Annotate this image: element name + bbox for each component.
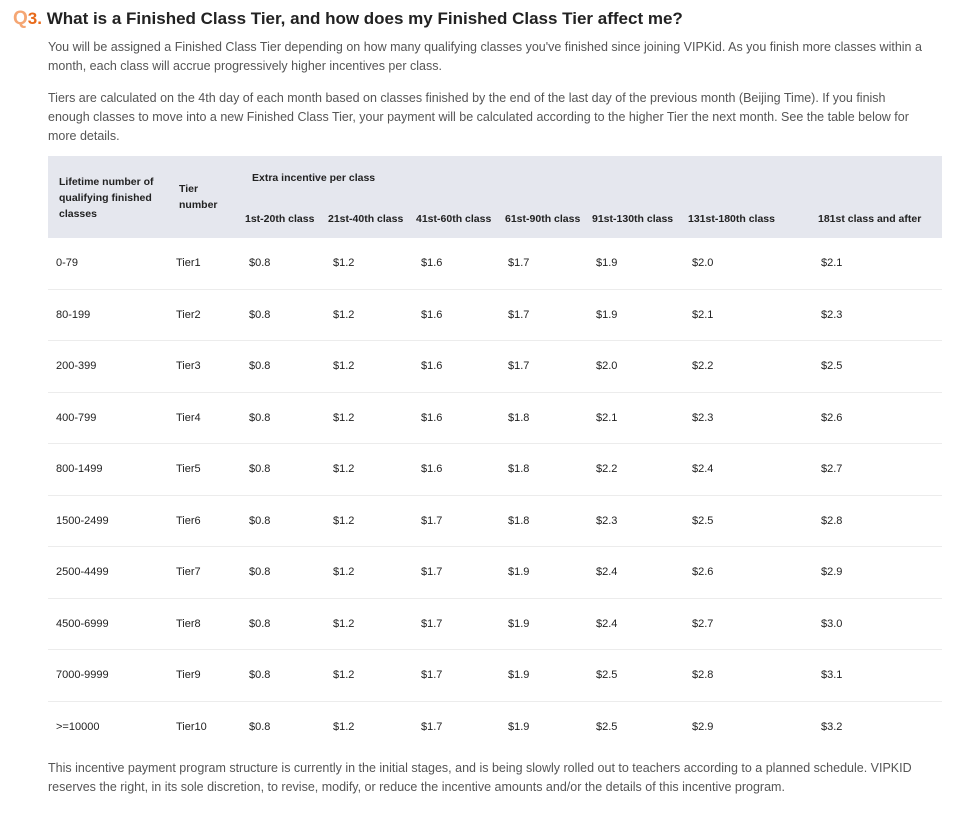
calculation-paragraph: Tiers are calculated on the 4th day of each month based on classes finished by the end of the last day of the previous month (Beijing Time). If you finish enough classes to move into a new Finished Class Tier, your payment will be calculated according to the higher Tier the next month. See the table below for more details. — [48, 91, 909, 143]
table-row — [48, 444, 942, 496]
incentive-value-cell: $1.7 — [421, 514, 443, 527]
incentive-value-cell: $2.4 — [596, 566, 618, 578]
incentive-value-cell: $1.9 — [508, 669, 530, 681]
tier-cell: Tier7 — [176, 566, 201, 578]
incentive-value-cell: $2.7 — [821, 463, 843, 475]
incentive-value-cell: $1.7 — [508, 257, 530, 269]
incentive-value-cell: $1.9 — [508, 617, 530, 630]
lifetime-range-cell: 800-1499 — [56, 463, 103, 475]
incentive-value-cell: $0.8 — [249, 411, 271, 424]
table-body — [48, 238, 942, 752]
incentive-value-cell: $0.8 — [249, 360, 271, 372]
table-row — [48, 393, 942, 445]
question-text: What is a Finished Class Tier, and how does my Finished Class Tier affect me? — [41, 9, 683, 28]
table-row — [48, 238, 942, 290]
table-row — [48, 599, 942, 651]
incentive-value-cell: $1.2 — [333, 720, 355, 733]
incentive-value-cell: $1.9 — [508, 720, 530, 733]
lifetime-range-cell: 200-399 — [56, 360, 97, 372]
header-class-column: 61st-90th class — [505, 213, 581, 225]
table-row — [48, 702, 942, 753]
incentive-value-cell: $2.1 — [821, 257, 843, 269]
table-row — [48, 290, 942, 342]
disclaimer-paragraph: This incentive payment program structure is currently in the initial stages, and is being slowly rolled out to teachers according to a planned schedule. VIPKID reserves the right, in its sole discretion, to revise, modify, or reduce the incentive amounts and/or the details of this incentive program. — [48, 761, 912, 794]
table-row — [48, 496, 942, 548]
incentive-value-cell: $2.9 — [821, 566, 843, 578]
incentive-value-cell: $1.8 — [508, 463, 530, 475]
incentive-value-cell: $2.2 — [692, 360, 714, 372]
incentive-value-cell: $2.8 — [821, 514, 843, 527]
incentive-value-cell: $2.4 — [596, 617, 618, 630]
incentive-value-cell: $2.8 — [692, 669, 714, 681]
incentive-value-cell: $1.2 — [333, 411, 355, 424]
table-row — [48, 341, 942, 393]
lifetime-range-cell: 0-79 — [56, 257, 79, 269]
incentive-value-cell: $1.2 — [333, 566, 355, 578]
tier-cell: Tier2 — [176, 308, 201, 321]
incentive-value-cell: $2.6 — [692, 566, 714, 578]
incentive-value-cell: $0.8 — [249, 669, 271, 681]
incentive-value-cell: $2.5 — [596, 720, 618, 733]
incentive-value-cell: $0.8 — [249, 463, 271, 475]
table-header — [48, 156, 942, 238]
incentive-value-cell: $0.8 — [249, 720, 271, 733]
incentive-value-cell: $1.2 — [333, 617, 355, 630]
incentive-value-cell: $1.7 — [421, 566, 443, 578]
incentive-value-cell: $1.2 — [333, 257, 355, 269]
incentive-value-cell: $2.3 — [692, 411, 714, 424]
tier-cell: Tier1 — [176, 257, 201, 269]
table-row — [48, 650, 942, 702]
header-class-column: 21st-40th class — [328, 213, 404, 225]
incentive-value-cell: $2.4 — [692, 463, 714, 475]
incentive-value-cell: $1.7 — [421, 669, 443, 681]
incentive-value-cell: $3.0 — [821, 617, 843, 630]
lifetime-range-cell: >=10000 — [56, 720, 100, 733]
incentive-value-cell: $1.2 — [333, 669, 355, 681]
incentive-value-cell: $2.5 — [821, 360, 843, 372]
incentive-value-cell: $2.1 — [692, 308, 714, 321]
incentive-value-cell: $1.9 — [508, 566, 530, 578]
tier-cell: Tier8 — [176, 617, 201, 630]
header-lifetime-classes: Lifetime number of qualifying finished classes — [59, 176, 154, 220]
header-extra-incentive: Extra incentive per class — [252, 172, 376, 184]
incentive-value-cell: $2.5 — [692, 514, 714, 527]
lifetime-range-cell: 80-199 — [56, 308, 91, 321]
incentive-value-cell: $2.3 — [596, 514, 618, 527]
incentive-value-cell: $1.6 — [421, 411, 443, 424]
question-number: 3. — [27, 9, 42, 28]
lifetime-range-cell: 4500-6999 — [56, 617, 109, 630]
incentive-value-cell: $1.9 — [596, 257, 618, 269]
incentive-value-cell: $3.1 — [821, 669, 843, 681]
incentive-value-cell: $2.3 — [821, 308, 843, 321]
header-class-column: 131st-180th class — [688, 213, 775, 225]
tier-cell: Tier10 — [176, 720, 207, 733]
incentive-value-cell: $1.8 — [508, 514, 530, 527]
lifetime-range-cell: 2500-4499 — [56, 566, 109, 578]
incentive-value-cell: $1.7 — [421, 617, 443, 630]
incentive-value-cell: $0.8 — [249, 514, 271, 527]
tier-cell: Tier3 — [176, 360, 201, 372]
incentive-value-cell: $1.2 — [333, 308, 355, 321]
lifetime-range-cell: 7000-9999 — [56, 669, 109, 681]
incentive-value-cell: $0.8 — [249, 257, 271, 269]
incentive-value-cell: $1.6 — [421, 360, 443, 372]
incentive-value-cell: $2.5 — [596, 669, 618, 681]
incentive-value-cell: $1.9 — [596, 308, 618, 321]
question-marker: Q — [13, 8, 28, 29]
header-class-column: 181st class and after — [818, 213, 922, 225]
incentive-value-cell: $1.6 — [421, 308, 443, 321]
incentive-value-cell: $2.6 — [821, 411, 843, 424]
incentive-table — [48, 156, 942, 752]
tier-cell: Tier6 — [176, 514, 201, 527]
incentive-value-cell: $0.8 — [249, 308, 271, 321]
incentive-value-cell: $2.0 — [692, 257, 714, 269]
incentive-value-cell: $2.9 — [692, 720, 714, 733]
header-class-column: 41st-60th class — [416, 213, 492, 225]
incentive-value-cell: $0.8 — [249, 617, 271, 630]
lifetime-range-cell: 400-799 — [56, 411, 97, 424]
incentive-value-cell: $1.6 — [421, 257, 443, 269]
incentive-value-cell: $1.2 — [333, 360, 355, 372]
table-row — [48, 547, 942, 599]
incentive-value-cell: $2.1 — [596, 411, 618, 424]
incentive-value-cell: $1.7 — [508, 308, 530, 321]
lifetime-range-cell: 1500-2499 — [56, 514, 109, 527]
tier-cell: Tier4 — [176, 411, 201, 424]
incentive-value-cell: $2.0 — [596, 360, 618, 372]
incentive-value-cell: $3.2 — [821, 720, 843, 733]
incentive-value-cell: $1.2 — [333, 514, 355, 527]
header-class-column: 1st-20th class — [245, 213, 315, 225]
incentive-value-cell: $1.7 — [508, 360, 530, 372]
header-tier-number: Tier number — [179, 183, 218, 211]
incentive-value-cell: $1.6 — [421, 463, 443, 475]
tier-cell: Tier5 — [176, 463, 201, 475]
tier-cell: Tier9 — [176, 669, 201, 681]
incentive-value-cell: $1.8 — [508, 411, 530, 424]
intro-paragraph: You will be assigned a Finished Class Tier depending on how many qualifying classes you've finished since joining VIPKid. As you finish more classes within a month, each class will accrue progressively higher incentives per class. — [48, 40, 922, 73]
incentive-value-cell: $1.2 — [333, 463, 355, 475]
question-heading — [13, 8, 683, 30]
incentive-value-cell: $2.7 — [692, 617, 714, 630]
incentive-value-cell: $1.7 — [421, 720, 443, 733]
header-class-column: 91st-130th class — [592, 213, 674, 225]
incentive-value-cell: $2.2 — [596, 463, 618, 475]
incentive-value-cell: $0.8 — [249, 566, 271, 578]
